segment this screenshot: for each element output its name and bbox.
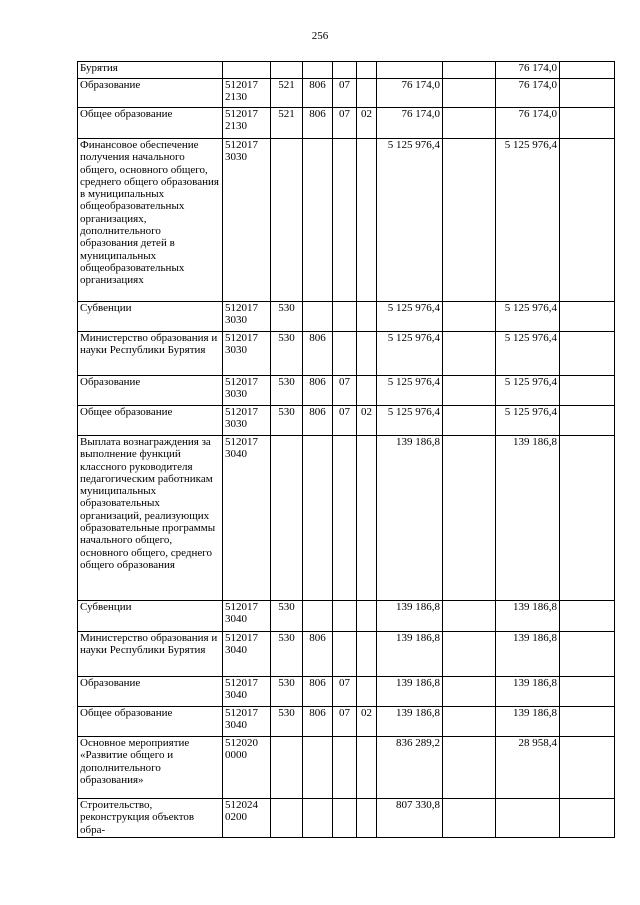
cell-sum-c xyxy=(560,677,615,707)
cell-subsection xyxy=(357,139,377,302)
cell-section xyxy=(333,332,357,376)
cell-subsection xyxy=(357,677,377,707)
cell-grbs: 806 xyxy=(303,332,333,376)
cell-subsection xyxy=(357,302,377,332)
cell-name: Министерство образования и науки Республики Бурятия xyxy=(78,332,223,376)
cell-grbs: 806 xyxy=(303,632,333,677)
cell-section xyxy=(333,737,357,799)
cell-target-article: 512017 2130 xyxy=(223,108,271,139)
cell-section: 07 xyxy=(333,707,357,737)
cell-grbs xyxy=(303,436,333,601)
cell-sum-c xyxy=(560,302,615,332)
table-row xyxy=(78,406,615,436)
cell-grbs xyxy=(303,601,333,632)
cell-sum-c xyxy=(560,376,615,406)
cell-sum-a xyxy=(443,302,496,332)
cell-section: 07 xyxy=(333,406,357,436)
cell-section: 07 xyxy=(333,376,357,406)
cell-sum-total: 76 174,0 xyxy=(377,79,443,108)
cell-sum-total: 5 125 976,4 xyxy=(377,139,443,302)
cell-sum-a xyxy=(443,376,496,406)
cell-subsection: 02 xyxy=(357,406,377,436)
cell-expense-type: 530 xyxy=(271,632,303,677)
cell-name: Бурятия xyxy=(78,62,223,79)
cell-sum-a xyxy=(443,332,496,376)
cell-expense-type: 530 xyxy=(271,376,303,406)
cell-sum-b: 76 174,0 xyxy=(496,79,560,108)
cell-section: 07 xyxy=(333,677,357,707)
cell-section xyxy=(333,62,357,79)
cell-name: Общее образование xyxy=(78,707,223,737)
cell-sum-c xyxy=(560,737,615,799)
cell-sum-b: 5 125 976,4 xyxy=(496,376,560,406)
cell-grbs: 806 xyxy=(303,406,333,436)
cell-target-article: 512024 0200 xyxy=(223,799,271,838)
cell-sum-b: 139 186,8 xyxy=(496,677,560,707)
cell-name: Субвенции xyxy=(78,302,223,332)
cell-sum-c xyxy=(560,79,615,108)
cell-name: Образование xyxy=(78,79,223,108)
cell-name: Общее образование xyxy=(78,406,223,436)
cell-sum-c xyxy=(560,108,615,139)
cell-name: Финансовое обеспечение получения начального общего, основного общего, среднего общего образования в муниципальных общеобразовательных организациях, дополнительного образования детей в муниципальных общеобразовательных организациях xyxy=(78,139,223,302)
cell-grbs xyxy=(303,799,333,838)
cell-sum-b: 139 186,8 xyxy=(496,436,560,601)
cell-sum-a xyxy=(443,436,496,601)
cell-sum-b: 5 125 976,4 xyxy=(496,332,560,376)
cell-sum-a xyxy=(443,108,496,139)
cell-name: Образование xyxy=(78,677,223,707)
cell-sum-b: 76 174,0 xyxy=(496,108,560,139)
cell-subsection xyxy=(357,799,377,838)
table-row xyxy=(78,632,615,677)
cell-grbs: 806 xyxy=(303,707,333,737)
table-row xyxy=(78,376,615,406)
cell-target-article: 512017 3040 xyxy=(223,707,271,737)
cell-target-article: 512017 3040 xyxy=(223,601,271,632)
cell-expense-type: 530 xyxy=(271,332,303,376)
cell-subsection xyxy=(357,632,377,677)
cell-expense-type: 530 xyxy=(271,601,303,632)
cell-sum-c xyxy=(560,799,615,838)
cell-expense-type: 530 xyxy=(271,707,303,737)
cell-target-article: 512020 0000 xyxy=(223,737,271,799)
cell-subsection xyxy=(357,79,377,108)
cell-name: Образование xyxy=(78,376,223,406)
cell-sum-a xyxy=(443,799,496,838)
cell-sum-total: 76 174,0 xyxy=(377,108,443,139)
cell-target-article: 512017 3040 xyxy=(223,632,271,677)
cell-subsection xyxy=(357,601,377,632)
cell-expense-type xyxy=(271,436,303,601)
cell-expense-type: 521 xyxy=(271,79,303,108)
cell-sum-a xyxy=(443,139,496,302)
cell-subsection xyxy=(357,62,377,79)
cell-section xyxy=(333,139,357,302)
cell-expense-type: 530 xyxy=(271,302,303,332)
cell-sum-c xyxy=(560,707,615,737)
cell-sum-total: 5 125 976,4 xyxy=(377,406,443,436)
cell-grbs: 806 xyxy=(303,376,333,406)
cell-subsection xyxy=(357,376,377,406)
cell-target-article: 512017 3030 xyxy=(223,332,271,376)
cell-sum-c xyxy=(560,62,615,79)
cell-target-article: 512017 3040 xyxy=(223,677,271,707)
cell-target-article xyxy=(223,62,271,79)
cell-sum-c xyxy=(560,406,615,436)
cell-expense-type xyxy=(271,62,303,79)
cell-sum-total: 5 125 976,4 xyxy=(377,376,443,406)
cell-expense-type xyxy=(271,799,303,838)
cell-expense-type xyxy=(271,139,303,302)
budget-table xyxy=(77,61,615,838)
cell-sum-c xyxy=(560,332,615,376)
cell-name: Министерство образования и науки Республики Бурятия xyxy=(78,632,223,677)
table-row xyxy=(78,707,615,737)
cell-grbs: 806 xyxy=(303,677,333,707)
cell-section xyxy=(333,302,357,332)
cell-expense-type: 530 xyxy=(271,677,303,707)
cell-sum-b: 139 186,8 xyxy=(496,632,560,677)
cell-sum-total: 836 289,2 xyxy=(377,737,443,799)
cell-section xyxy=(333,436,357,601)
cell-sum-c xyxy=(560,436,615,601)
cell-sum-a xyxy=(443,707,496,737)
cell-sum-b xyxy=(496,799,560,838)
cell-sum-c xyxy=(560,601,615,632)
cell-sum-a xyxy=(443,79,496,108)
cell-sum-total: 139 186,8 xyxy=(377,707,443,737)
cell-sum-total xyxy=(377,62,443,79)
table-row xyxy=(78,677,615,707)
cell-sum-a xyxy=(443,406,496,436)
table-row xyxy=(78,332,615,376)
cell-sum-b: 5 125 976,4 xyxy=(496,302,560,332)
cell-section: 07 xyxy=(333,108,357,139)
cell-name: Основное мероприятие «Развитие общего и дополнительного образования» xyxy=(78,737,223,799)
cell-target-article: 512017 3030 xyxy=(223,139,271,302)
cell-subsection: 02 xyxy=(357,108,377,139)
cell-sum-b: 76 174,0 xyxy=(496,62,560,79)
table-row xyxy=(78,737,615,799)
cell-grbs xyxy=(303,62,333,79)
cell-sum-total: 139 186,8 xyxy=(377,677,443,707)
cell-sum-total: 139 186,8 xyxy=(377,601,443,632)
cell-expense-type: 521 xyxy=(271,108,303,139)
cell-sum-b: 139 186,8 xyxy=(496,601,560,632)
table-row xyxy=(78,436,615,601)
cell-sum-b: 139 186,8 xyxy=(496,707,560,737)
cell-sum-b: 5 125 976,4 xyxy=(496,406,560,436)
table-row xyxy=(78,799,615,838)
cell-grbs xyxy=(303,139,333,302)
cell-subsection xyxy=(357,332,377,376)
cell-target-article: 512017 2130 xyxy=(223,79,271,108)
cell-sum-b: 5 125 976,4 xyxy=(496,139,560,302)
cell-sum-total: 5 125 976,4 xyxy=(377,332,443,376)
table-row xyxy=(78,139,615,302)
cell-sum-a xyxy=(443,737,496,799)
cell-sum-total: 5 125 976,4 xyxy=(377,302,443,332)
table-row xyxy=(78,601,615,632)
cell-subsection: 02 xyxy=(357,707,377,737)
cell-target-article: 512017 3030 xyxy=(223,302,271,332)
cell-target-article: 512017 3030 xyxy=(223,406,271,436)
cell-sum-a xyxy=(443,632,496,677)
cell-section xyxy=(333,601,357,632)
table-body xyxy=(78,62,615,838)
cell-sum-total: 807 330,8 xyxy=(377,799,443,838)
cell-expense-type: 530 xyxy=(271,406,303,436)
cell-grbs: 806 xyxy=(303,108,333,139)
table-row xyxy=(78,79,615,108)
cell-name: Выплата вознаграждения за выполнение функций классного руководителя педагогическим работникам муниципальных образовательных организаций, реализующих образовательные программы начального общего, основного общего, среднего общего образования xyxy=(78,436,223,601)
cell-expense-type xyxy=(271,737,303,799)
cell-grbs: 806 xyxy=(303,79,333,108)
cell-name: Общее образование xyxy=(78,108,223,139)
cell-subsection xyxy=(357,436,377,601)
cell-target-article: 512017 3040 xyxy=(223,436,271,601)
cell-section xyxy=(333,632,357,677)
cell-subsection xyxy=(357,737,377,799)
cell-target-article: 512017 3030 xyxy=(223,376,271,406)
cell-sum-b: 28 958,4 xyxy=(496,737,560,799)
cell-sum-total: 139 186,8 xyxy=(377,632,443,677)
cell-grbs xyxy=(303,302,333,332)
page-number: 256 xyxy=(311,30,329,42)
table-row xyxy=(78,62,615,79)
cell-sum-c xyxy=(560,139,615,302)
cell-sum-a xyxy=(443,62,496,79)
cell-name: Субвенции xyxy=(78,601,223,632)
cell-section: 07 xyxy=(333,79,357,108)
cell-sum-a xyxy=(443,677,496,707)
cell-sum-a xyxy=(443,601,496,632)
cell-grbs xyxy=(303,737,333,799)
cell-name: Строительство, реконструкция объектов обра- xyxy=(78,799,223,838)
cell-section xyxy=(333,799,357,838)
table-row xyxy=(78,302,615,332)
table-row xyxy=(78,108,615,139)
cell-sum-c xyxy=(560,632,615,677)
cell-sum-total: 139 186,8 xyxy=(377,436,443,601)
